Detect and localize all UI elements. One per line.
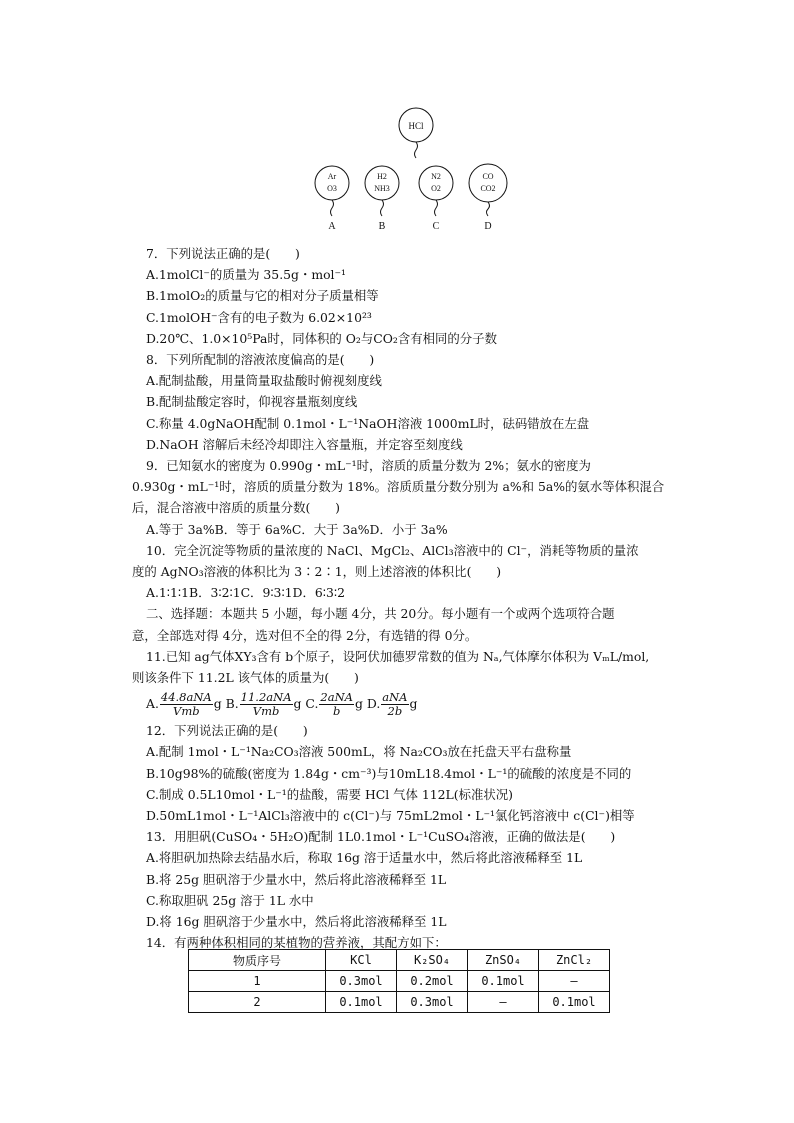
q11-line2: 则该条件下 11.2L 该气体的质量为( ) <box>132 670 359 686</box>
q11-option-a-label: A. <box>146 696 159 712</box>
q11-option-c-numerator: 2aNA <box>320 690 353 705</box>
nutrient-table <box>188 949 610 1013</box>
q13-stem: 13．用胆矾(CuSO₄・5H₂O)配制 1L0.1mol・L⁻¹CuSO₄溶液，正确的做法是( ) <box>146 829 616 845</box>
balloon-c-line2: O2 <box>431 184 441 193</box>
table-cell: 1 <box>189 971 326 992</box>
table-cell: 2 <box>189 992 326 1013</box>
balloon-b-line1: H2 <box>377 172 387 181</box>
q11-option-d-numerator: aNA <box>382 690 408 705</box>
table-header-cell: ZnCl₂ <box>539 950 610 971</box>
q14-stem: 14．有两种体积相同的某植物的营养液，其配方如下： <box>146 935 447 951</box>
q13-option-a: A.将胆矾加热除去结晶水后，称取 16g 溶于适量水中，然后将此溶液稀释至 1L <box>146 850 583 866</box>
q9-options: A.等于 3a%B．等于 6a%C．大于 3a%D．小于 3a% <box>146 521 448 537</box>
q11-option-d-fraction <box>381 691 408 718</box>
q10-line1: 10．完全沉淀等物质的量浓度的 NaCl、MgCl₂、AlCl₃溶液中的 Cl⁻，消耗等物质的量浓 <box>146 542 639 558</box>
balloon-a-line1: Ar <box>327 172 337 181</box>
q11-option-d-label: D. <box>366 696 381 712</box>
q13-option-c: C.称取胆矾 25g 溶于 1L 水中 <box>146 892 314 908</box>
table-cell: 0.2mol <box>397 971 468 992</box>
q12-option-a: A.配制 1mol・L⁻¹Na₂CO₃溶液 500mL，将 Na₂CO₃放在托盘天平右盘称量 <box>146 744 572 760</box>
table-row <box>189 971 610 992</box>
q7-option-a: A.1molCl⁻的质量为 35.5g・mol⁻¹ <box>146 267 347 283</box>
q11-option-d-denominator: 2b <box>387 704 403 719</box>
q11-option-b-unit: g <box>293 696 302 712</box>
q11-option-c-label: C. <box>305 696 319 712</box>
table-cell: 0.3mol <box>397 992 468 1013</box>
table-cell: — <box>539 971 610 992</box>
q11-option-c-fraction <box>319 691 354 718</box>
q12-option-d: D.50mL1mol・L⁻¹AlCl₃溶液中的 c(Cl⁻)与 75mL2mol・L⁻¹氯化钙溶液中 c(Cl⁻)相等 <box>146 808 635 824</box>
table-cell: 0.1mol <box>539 992 610 1013</box>
q8-option-b: B.配制盐酸定容时，仰视容量瓶刻度线 <box>146 394 358 410</box>
q12-stem: 12．下列说法正确的是( ) <box>146 723 308 739</box>
q8-option-c: C.称量 4.0gNaOH配制 0.1mol・L⁻¹NaOH溶液 1000mL时，砝码错放在左盘 <box>146 415 590 431</box>
balloon-a-option: A <box>328 221 336 232</box>
q8-stem: 8．下列所配制的溶液浓度偏高的是( ) <box>146 352 375 368</box>
q11-option-a-numerator: 44.8aNA <box>160 690 212 705</box>
q11-option-d-unit: g <box>409 696 418 712</box>
balloon-d-line1: CO <box>482 172 494 181</box>
q7-option-b: B.1molO₂的质量与它的相对分子质量相等 <box>146 288 379 304</box>
q7-option-d: D.20℃、1.0×10⁵Pa时，同体积的 O₂与CO₂含有相同的分子数 <box>146 330 497 346</box>
gas-balloons-diagram <box>300 105 530 235</box>
balloon-a-line2: O3 <box>327 184 337 193</box>
table-cell: — <box>468 992 539 1013</box>
q12-option-b: B.10g98%的硫酸(密度为 1.84g・cm⁻³)与10mL18.4mol・L⁻¹的硫酸的浓度是不同的 <box>146 765 632 781</box>
table-cell: 0.1mol <box>326 992 397 1013</box>
balloon-d <box>469 164 507 202</box>
q13-option-d: D.将 16g 胆矾溶于少量水中，然后将此溶液稀释至 1L <box>146 914 447 930</box>
q7-stem: 7．下列说法正确的是( ) <box>146 246 300 261</box>
table-header-cell: ZnSO₄ <box>468 950 539 971</box>
section2-line1: 二、选择题：本题共 5 小题，每小题 4分，共 20分。每小题有一个或两个选项符合题 <box>146 606 615 622</box>
q8-option-d: D.NaOH 溶解后未经冷却即注入容量瓶，并定容至刻度线 <box>146 436 463 452</box>
q11-options <box>146 688 686 720</box>
table-header-cell: K₂SO₄ <box>397 950 468 971</box>
balloon-hcl-label: HCl <box>408 121 424 131</box>
q11-option-b-numerator: 11.2aNA <box>240 690 292 705</box>
q10-options: A.1∶1∶1B．3∶2∶1C．9∶3∶1D．6∶3∶2 <box>146 585 345 601</box>
balloon-c-line1: N2 <box>431 172 441 181</box>
table-row <box>189 992 610 1013</box>
q8-option-a: A.配制盐酸，用量筒量取盐酸时俯视刻度线 <box>146 373 382 389</box>
q11-option-c-unit: g <box>354 696 363 712</box>
q9-line2: 0.930g・mL⁻¹时，溶质的质量分数为 18%。溶质质量分数分别为 a%和 5a%的氨水等体积混合 <box>132 479 665 495</box>
q9-line1: 9．已知氨水的密度为 0.990g・mL⁻¹时，溶质的质量分数为 2%；氨水的密度为 <box>146 458 591 474</box>
table-header-cell: 物质序号 <box>189 950 326 971</box>
q11-option-b-label: B. <box>225 696 239 712</box>
questions-body <box>132 243 686 954</box>
balloon-b-option: B <box>378 221 386 232</box>
q9-line3: 后，混合溶液中溶质的质量分数( ) <box>132 500 340 516</box>
q11-line1: 11.已知 ag气体XY₃含有 b个原子，设阿伏加德罗常数的值为 Nₐ,气体摩尔体积为 VₘL/mol, <box>146 648 650 664</box>
balloon-d-line2: CO2 <box>480 184 496 193</box>
q11-option-c-denominator: b <box>332 704 341 719</box>
q12-option-c: C.制成 0.5L10mol・L⁻¹的盐酸，需要 HCl 气体 112L(标准状况) <box>146 786 513 802</box>
q11-option-b-denominator: Vmb <box>252 704 280 719</box>
table-header-cell: KCl <box>326 950 397 971</box>
q13-option-b: B.将 25g 胆矾溶于少量水中，然后将此溶液稀释至 1L <box>146 871 447 887</box>
balloon-c-option: C <box>432 221 440 232</box>
q11-option-b-fraction <box>240 691 293 718</box>
table-cell: 0.1mol <box>468 971 539 992</box>
table-cell: 0.3mol <box>326 971 397 992</box>
q10-line2: 度的 AgNO₃溶液的体积比为 3∶2∶1，则上述溶液的体积比( ) <box>132 564 502 580</box>
table-header-row <box>189 950 610 971</box>
section2-line2: 意，全部选对得 4分，选对但不全的得 2分，有选错的得 0分。 <box>132 627 478 643</box>
balloon-d-option: D <box>484 221 492 232</box>
q11-option-a-unit: g <box>213 696 222 712</box>
q7-option-c: C.1molOH⁻含有的电子数为 6.02×10²³ <box>146 309 372 325</box>
q11-option-a-denominator: Vmb <box>173 704 200 719</box>
q11-option-a-fraction <box>160 691 213 718</box>
balloon-b-line2: NH3 <box>374 184 390 193</box>
